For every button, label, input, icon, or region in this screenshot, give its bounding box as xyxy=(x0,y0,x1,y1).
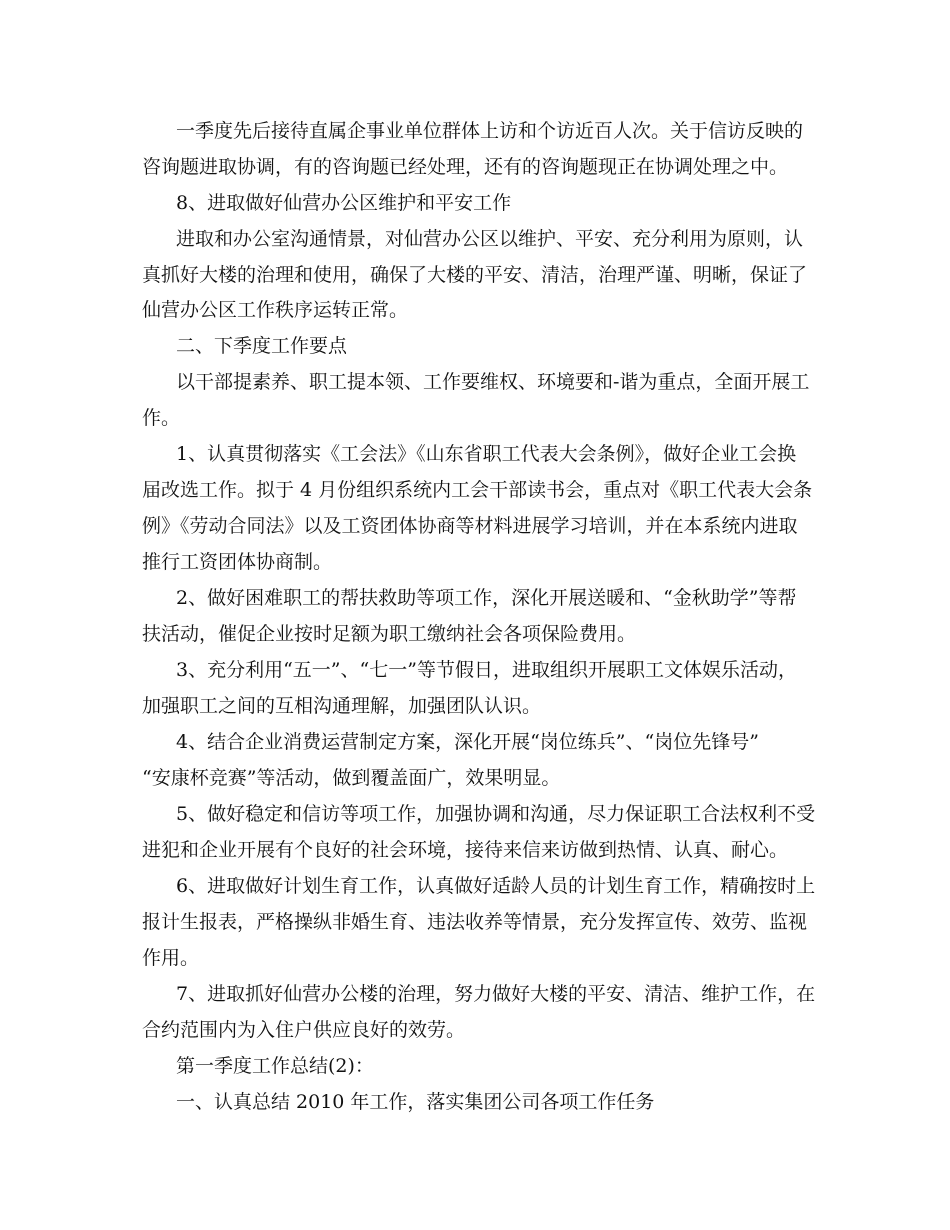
paragraph-line: 进犯和企业开展有个良好的社会环境，接待来信来访做到热情、认真、耐心。 xyxy=(142,839,789,861)
paragraph-line: 以干部提素养、职工提本领、工作要维权、环境要和-谐为重点，全面开展工 xyxy=(176,371,810,393)
paragraph-line: 仙营办公区工作秩序运转正常。 xyxy=(142,299,409,321)
paragraph-line: 3、充分利用“五一”、“七一”等节假日，进取组织开展职工文体娱乐活动， xyxy=(176,659,797,681)
paragraph-line: 届改选工作。拟于 4 月份组织系统内工会干部读书会，重点对《职工代表大会条 xyxy=(142,479,813,501)
paragraph-line: 扶活动，催促企业按时足额为职工缴纳社会各项保险费用。 xyxy=(142,623,637,645)
section-heading: 二、下季度工作要点 xyxy=(176,335,348,357)
paragraph-line: 2、做好困难职工的帮扶救助等项工作，深化开展送暖和、“金秋助学”等帮 xyxy=(176,587,797,609)
paragraph-line: 进取和办公室沟通情景，对仙营办公区以维护、平安、充分利用为原则，认 xyxy=(176,228,804,250)
paragraph-line: 咨询题进取协调，有的咨询题已经处理，还有的咨询题现正在协调处理之中。 xyxy=(142,156,789,178)
section-heading: 8、进取做好仙营办公区维护和平安工作 xyxy=(176,192,512,214)
paragraph-line: 6、进取做好计划生育工作，认真做好适龄人员的计划生育工作，精确按时上 xyxy=(176,875,816,897)
section-heading: 第一季度工作总结(2)： xyxy=(176,1055,374,1077)
paragraph-line: 推行工资团体协商制。 xyxy=(142,551,333,573)
paragraph-line: 1、认真贯彻落实《工会法》《山东省职工代表大会条例》，做好企业工会换 xyxy=(176,443,797,465)
paragraph-line: 合约范围内为入住户供应良好的效劳。 xyxy=(142,1019,466,1041)
section-heading: 一、认真总结 2010 年工作，落实集团公司各项工作任务 xyxy=(176,1091,655,1113)
paragraph-line: 加强职工之间的互相沟通理解，加强团队认识。 xyxy=(142,695,542,717)
paragraph-line: 7、进取抓好仙营办公楼的治理，努力做好大楼的平安、清洁、维护工作，在 xyxy=(176,983,816,1005)
paragraph-line: 5、做好稳定和信访等项工作，加强协调和沟通，尽力保证职工合法权利不受 xyxy=(176,803,816,825)
paragraph-line: 一季度先后接待直属企事业单位群体上访和个访近百人次。关于信访反映的 xyxy=(176,120,804,142)
paragraph-line: 报计生报表，严格操纵非婚生育、违法收养等情景，充分发挥宣传、效劳、监视 xyxy=(142,911,808,933)
paragraph-line: 例》《劳动合同法》以及工资团体协商等材料进展学习培训，并在本系统内进取 xyxy=(142,515,798,537)
paragraph-line: 4、结合企业消费运营制定方案，深化开展“岗位练兵”、“岗位先锋号” xyxy=(176,731,759,753)
paragraph-line: 作。 xyxy=(142,407,181,429)
paragraph-line: 真抓好大楼的治理和使用，确保了大楼的平安、清洁，治理严谨、明晰，保证了 xyxy=(142,264,808,286)
paragraph-line: “安康杯竞赛”等活动，做到覆盖面广，效果明显。 xyxy=(142,767,561,789)
paragraph-line: 作用。 xyxy=(142,947,200,969)
